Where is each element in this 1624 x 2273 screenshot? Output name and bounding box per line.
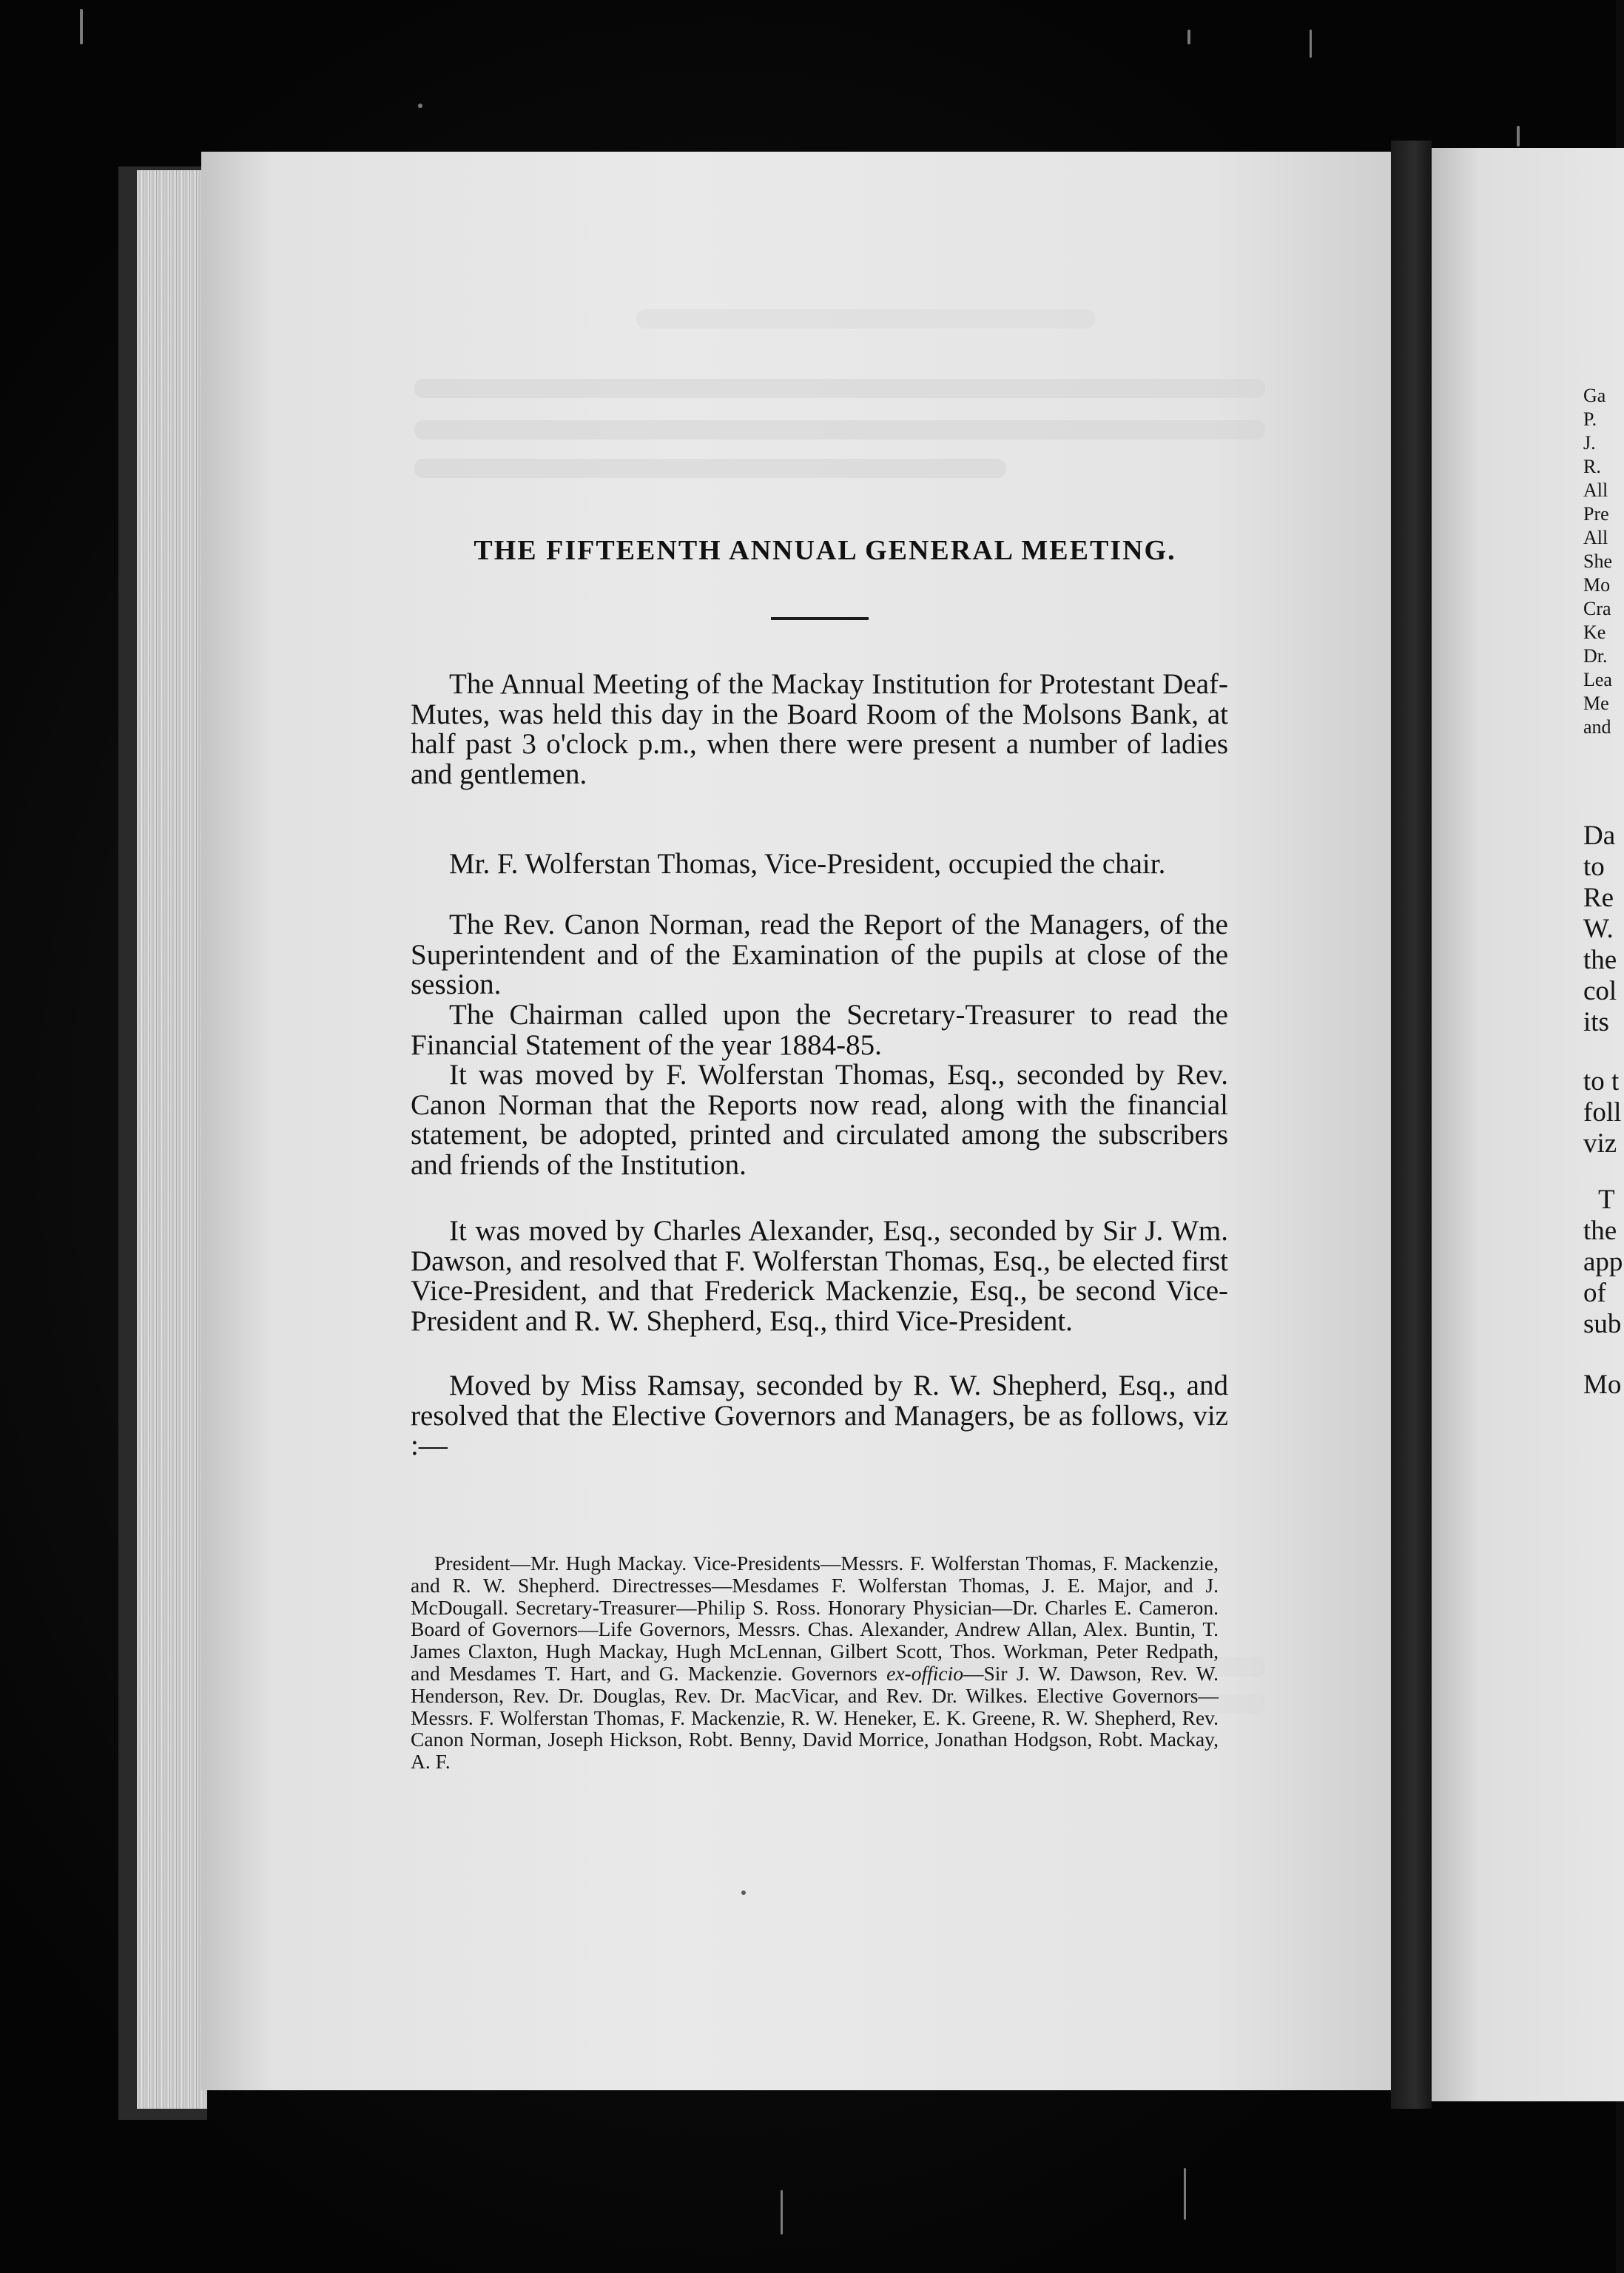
paragraph: It was moved by Charles Alexander, Esq., seconded by Sir J. Wm. Dawson, and resolved that F. Wolferstan Thomas, Esq., be elected first Vice-President, and that Frederick Mackenzie, Esq., be second Vice-President and R. W. Shepherd, Esq., third Vice-President.: [411, 1215, 1228, 1337]
fragment-line: Dr.: [1583, 645, 1608, 667]
fragment-line: Da: [1583, 821, 1616, 851]
fragment-line: Lea: [1583, 669, 1612, 690]
officers-italic: ex-officio: [886, 1661, 963, 1685]
fragment-line: J.: [1583, 432, 1596, 454]
paragraph: It was moved by F. Wolferstan Thomas, Esq., seconded by Rev. Canon Norman that the Reports now read, along with the financial statement, be adopted, printed and circulated among the subscribers and friends of the Institution.: [411, 1059, 1228, 1181]
fragment-line: and: [1583, 716, 1611, 738]
fragment-line: col: [1583, 976, 1617, 1006]
fragment-line: the: [1583, 1216, 1617, 1246]
film-scratch: [1310, 30, 1312, 58]
fragment-line: R.: [1583, 456, 1601, 477]
fragment-line: P.: [1583, 408, 1597, 430]
bleed-through-text: [414, 379, 1265, 398]
fragment-line: She: [1583, 550, 1612, 572]
bleed-through-text: [414, 420, 1265, 440]
fragment-line: Mo: [1583, 1370, 1622, 1400]
title-rule: [771, 617, 869, 620]
film-scratch: [1184, 2168, 1186, 2220]
paragraph: The Annual Meeting of the Mackay Institution for Protestant Deaf-Mutes, was held this day in the Board Room of the Molsons Bank, at half past 3 o'clock p.m., when there were present a number of ladies and gentlemen.: [411, 668, 1228, 790]
bleed-through-text: [636, 309, 1095, 329]
book-page-edges: [137, 170, 207, 2109]
paragraph: The Rev. Canon Norman, read the Report of the Managers, of the Superintendent and of the Examination of the pupils at close of the session.: [411, 909, 1228, 1000]
fragment-line: Cra: [1583, 598, 1611, 619]
officers-text: President—Mr. Hugh Mackay. Vice-Presidents—Messrs. F. Wolferstan Thomas, F. Mackenzie, and R. W. Shepherd. Directresses—Mesdames F. Wolferstan Thomas, J. E. Major, and J. McDougall. Secretary-Treasurer—Philip S. Ross. Honorary Physician—Dr. Charles E. Cameron. Board of Governors—Life Governors, Messrs. Chas. Alexander, Andrew Allan, Alex. Buntin, T. James Claxton, Hugh Mackay, Hugh McLennan, Gilbert Scott, Thos. Workman, Peter Redpath, and Mesdames T. Hart, and G. Mackenzie. Governors: [411, 1552, 1219, 1685]
fragment-line: Ke: [1583, 622, 1606, 643]
fragment-line: All: [1583, 527, 1608, 548]
fragment-line: foll: [1583, 1097, 1622, 1128]
paragraph: Moved by Miss Ramsay, seconded by R. W. Shepherd, Esq., and resolved that the Elective Governors and Managers, be as follows, viz :—: [411, 1370, 1228, 1461]
fragment-line: to: [1583, 852, 1605, 882]
fragment-line: sub: [1583, 1309, 1622, 1339]
film-scratch: [418, 104, 422, 108]
fragment-line: its: [1583, 1007, 1609, 1037]
film-scratch: [1187, 30, 1190, 44]
fragment-line: Re: [1583, 883, 1614, 913]
fragment-line: T: [1598, 1185, 1615, 1215]
fragment-line: viz: [1583, 1128, 1617, 1159]
fragment-line: Ga: [1583, 385, 1606, 406]
paragraph: The Chairman called upon the Secretary-Treasurer to read the Financial Statement of the year 1884-85.: [411, 999, 1228, 1061]
fragment-line: W.: [1583, 914, 1614, 944]
film-scratch: [781, 2190, 783, 2235]
film-scratch: [1517, 126, 1520, 147]
film-scratch: [80, 9, 83, 44]
fragment-line: Pre: [1583, 503, 1609, 525]
page-dot: [741, 1890, 746, 1895]
page-title: THE FIFTEENTH ANNUAL GENERAL MEETING.: [474, 535, 1176, 566]
paragraph: Mr. F. Wolferstan Thomas, Vice-President, occupied the chair.: [449, 848, 1166, 880]
fragment-line: to t: [1583, 1066, 1620, 1097]
fragment-line: of: [1583, 1278, 1606, 1308]
officers-list: [411, 1552, 1219, 1773]
fragment-line: the: [1583, 945, 1617, 975]
fragment-line: app: [1583, 1247, 1623, 1277]
fragment-line: Me: [1583, 693, 1609, 714]
fragment-line: Mo: [1583, 574, 1611, 596]
bleed-through-text: [414, 459, 1006, 478]
officers-text: —Sir J. W. Dawson, Rev. W. Henderson, Rev. Dr. Douglas, Rev. Dr. MacVicar, and Rev. Dr. Wilkes. Elective Governors—Messrs. F. Wolferstan Thomas, F. Mackenzie, R. W. Heneker, E. K. Greene, R. W. Shepherd, Rev. Canon Norman, Joseph Hickson, Robt. Benny, David Morrice, Jonathan Hodgson, Robt. Mackay, A. F.: [411, 1661, 1219, 1774]
book-gutter: [1391, 141, 1432, 2109]
fragment-line: All: [1583, 479, 1608, 501]
